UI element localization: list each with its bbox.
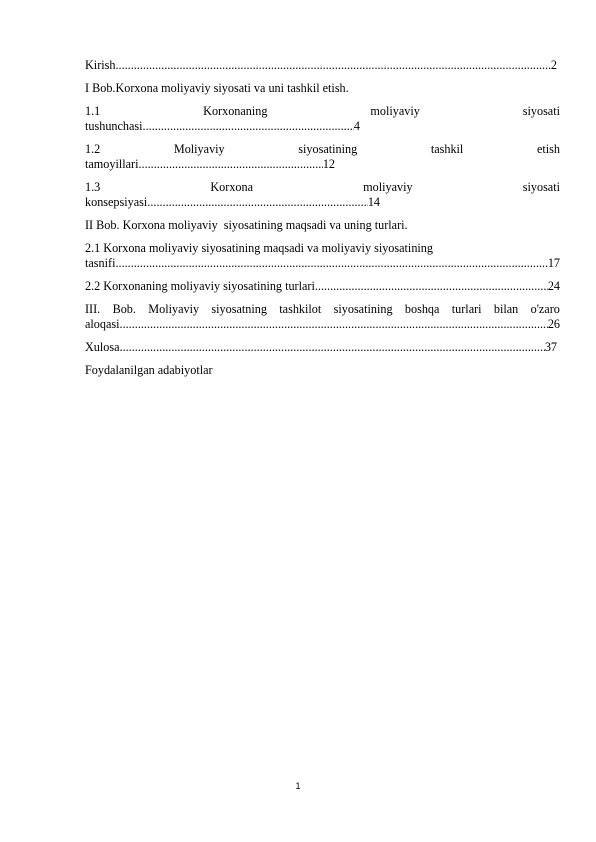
toc-entry-conclusion <box>85 340 560 355</box>
page-number: 1 <box>295 781 301 791</box>
toc-word: 1.2 <box>85 142 101 156</box>
toc-entry-title-continued: tushunchasi <box>85 119 143 133</box>
toc-entry-intro <box>85 58 560 73</box>
dot-leader <box>138 157 322 172</box>
toc-entry-1-2 <box>85 142 560 172</box>
toc-entry-title-continued: tamoyillari <box>85 157 139 171</box>
toc-page-number: 12 <box>322 157 335 171</box>
toc-word: 1.3 <box>85 180 101 194</box>
toc-page-number: 4 <box>353 119 360 133</box>
toc-entry-first-line <box>85 142 560 157</box>
toc-word: bilan <box>493 302 519 316</box>
toc-entry-first-line <box>85 180 560 195</box>
toc-page-number: 14 <box>367 195 380 209</box>
toc-entry-2-2 <box>85 279 560 294</box>
toc-entry-chapter-3 <box>85 302 560 332</box>
toc-word: Bob. <box>112 302 136 316</box>
toc-chapter-title: II Bob. Korxona moliyaviy siyosatining maqsadi va uning turlari. <box>85 218 408 232</box>
toc-entry-first-line <box>85 104 560 119</box>
dot-leader <box>120 340 545 355</box>
toc-entry-references <box>85 363 560 378</box>
toc-page-number: 24 <box>547 279 560 293</box>
toc-word: tashkilot <box>279 302 322 316</box>
toc-entry-title-continued: aloqasi <box>85 317 120 331</box>
toc-word: siyosati <box>522 180 560 194</box>
toc-word: siyosatning <box>211 302 267 316</box>
toc-entry-1-1 <box>85 104 560 134</box>
toc-entry-title: Xulosa <box>85 340 120 354</box>
toc-word: siyosatining <box>298 142 358 156</box>
toc-entry-2-1 <box>85 241 560 271</box>
dot-leader <box>315 279 548 294</box>
toc-word: etish <box>536 142 560 156</box>
toc-entry-title: Foydalanilgan adabiyotlar <box>85 363 213 377</box>
toc-word: Korxona <box>210 180 254 194</box>
dot-leader <box>115 58 550 73</box>
toc-word: siyosatining <box>333 302 393 316</box>
toc-word: tashkil <box>430 142 464 156</box>
dot-leader <box>115 256 547 271</box>
toc-entry-chapter-1 <box>85 81 560 96</box>
toc-page-number: 26 <box>547 317 560 331</box>
toc-entry-first-line <box>85 302 560 317</box>
toc-word: moliyaviy <box>370 104 420 118</box>
table-of-contents <box>85 58 560 386</box>
toc-word: boshqa <box>404 302 440 316</box>
dot-leader <box>120 317 548 332</box>
toc-chapter-title: I Bob.Korxona moliyaviy siyosati va uni tashkil etish. <box>85 81 349 95</box>
toc-page-number: 37 <box>544 340 557 354</box>
toc-page-number: 2 <box>550 58 557 72</box>
toc-entry-title: 2.2 Korxonaning moliyaviy siyosatining turlari <box>85 279 315 293</box>
toc-entry-title-continued: tasnifi <box>85 256 116 270</box>
toc-entry-1-3 <box>85 180 560 210</box>
toc-entry-title-continued: konsepsiyasi <box>85 195 148 209</box>
toc-page-number: 17 <box>547 256 560 270</box>
toc-word: Korxonaning <box>203 104 268 118</box>
toc-word: moliyaviy <box>363 180 413 194</box>
toc-entry-title: Kirish <box>85 58 116 72</box>
toc-entry-chapter-2 <box>85 218 560 233</box>
toc-entry-first-line: 2.1 Korxona moliyaviy siyosatining maqsadi va moliyaviy siyosatining <box>85 241 433 255</box>
toc-word: III. <box>85 302 101 316</box>
toc-word: turlari <box>451 302 482 316</box>
toc-word: Moliyaviy <box>148 302 200 316</box>
dot-leader <box>147 195 368 210</box>
toc-word: o'zaro <box>530 302 560 316</box>
dot-leader <box>143 119 354 134</box>
toc-word: Moliyaviy <box>173 142 225 156</box>
toc-word: 1.1 <box>85 104 101 118</box>
toc-word: siyosati <box>522 104 560 118</box>
